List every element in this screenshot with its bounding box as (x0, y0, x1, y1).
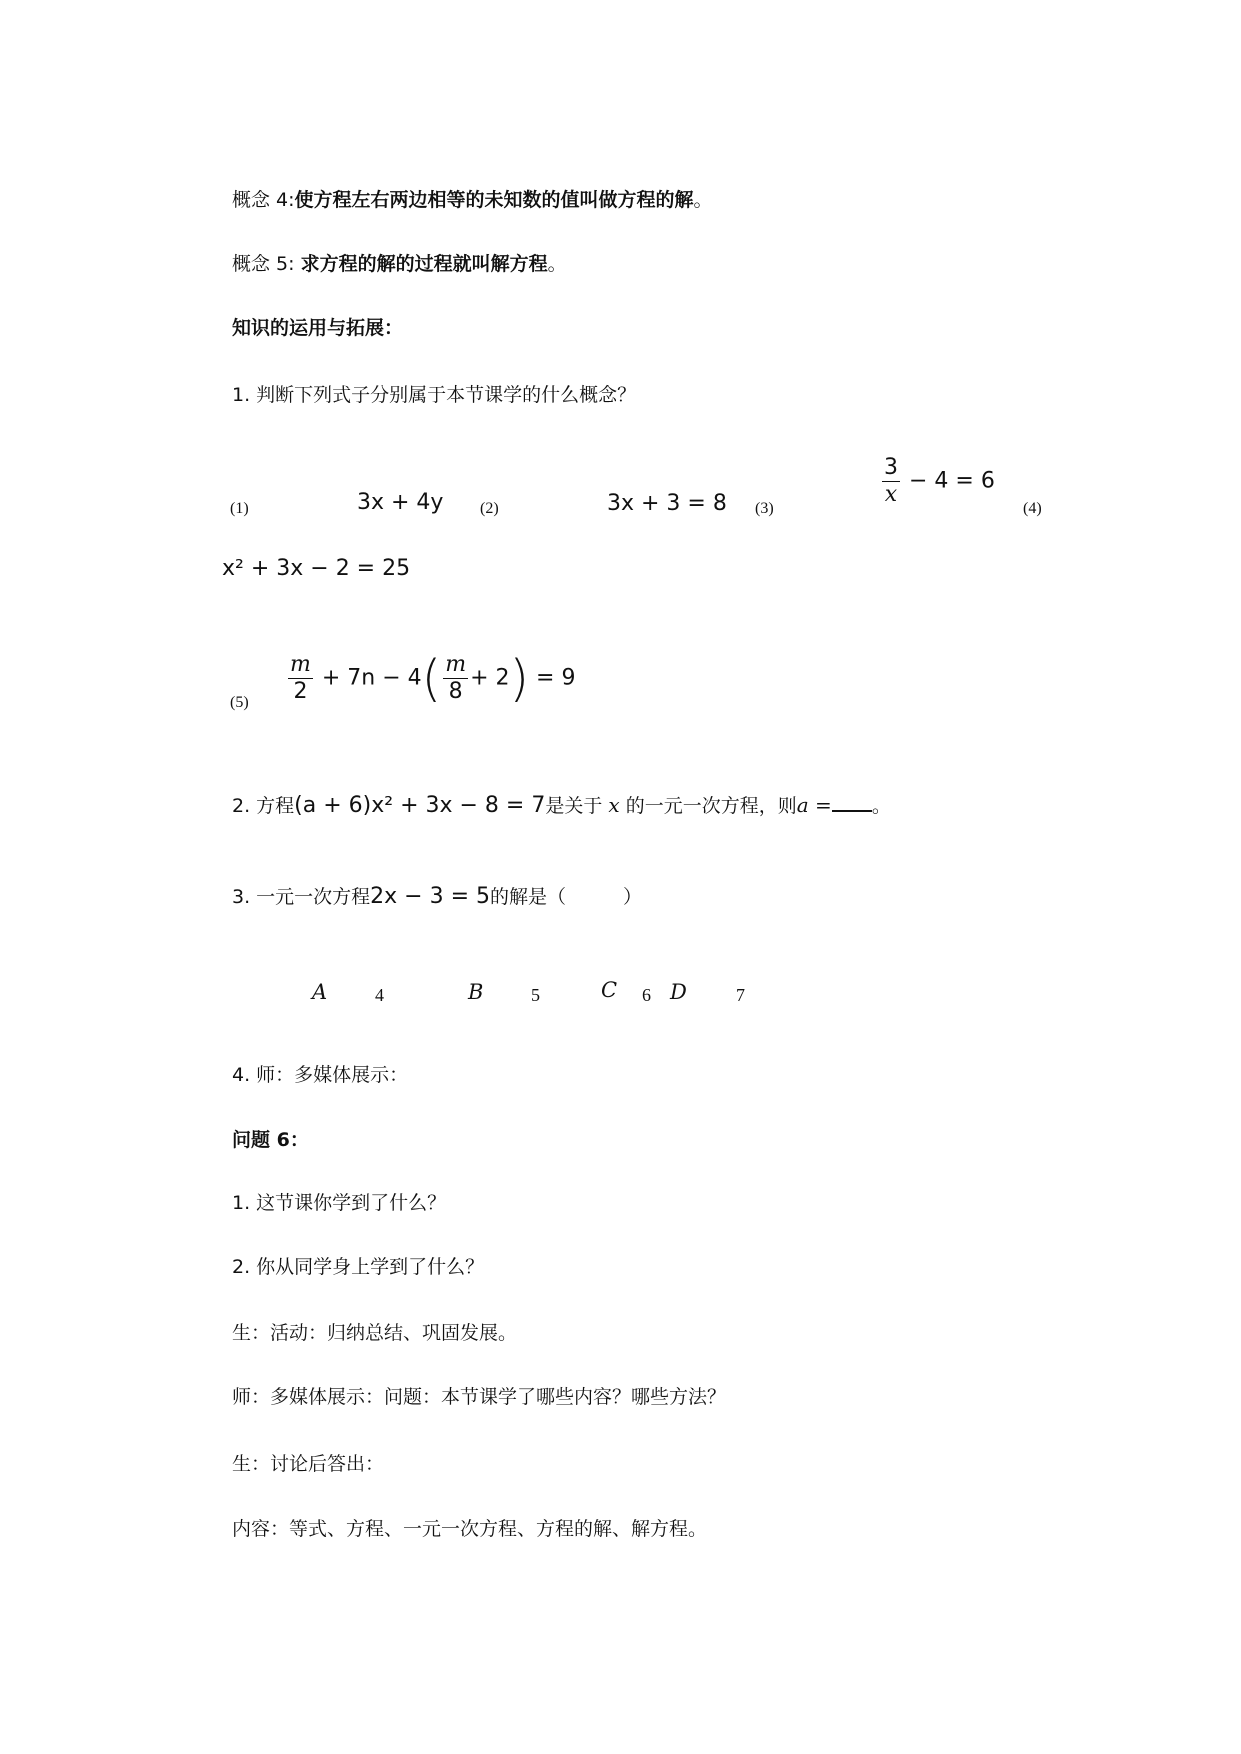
concept-5-label: 概念 5: (232, 253, 301, 275)
line-teacher-question: 师：多媒体展示：问题：本节课学了哪些内容？哪些方法？ (232, 1386, 727, 1408)
q1-label-5: (5) (230, 694, 249, 711)
option-c-letter: C (601, 978, 618, 1002)
option-d-value: 7 (736, 985, 745, 1005)
q1-expr-1: 3x + 4y (357, 490, 444, 515)
option-d-letter: D (670, 980, 687, 1004)
option-a-value: 4 (375, 985, 384, 1005)
line-student-answer: 生：讨论后答出： (232, 1453, 385, 1475)
q6-item-2: 2. 你从同学身上学到了什么？ (232, 1256, 485, 1278)
q1-expr-4: x² + 3x − 2 = 25 (222, 556, 411, 581)
q1-label-1: (1) (230, 500, 249, 517)
q6-item-1: 1. 这节课你学到了什么？ (232, 1192, 447, 1214)
q1-expr-5-a-numerator: m (290, 652, 311, 677)
q2-equation: (a + 6)x² + 3x − 8 = 7 (294, 793, 546, 818)
q1-expr-5-b-denominator: 8 (448, 679, 463, 704)
q2-end: 。 (871, 795, 891, 817)
left-paren: ( (421, 649, 442, 708)
q1-expr-5-b-numerator: m (445, 652, 467, 677)
option-c-value: 6 (642, 985, 651, 1005)
q4: 4. 师：多媒体展示： (232, 1064, 409, 1086)
q2-middle: 是关于 (545, 795, 603, 817)
q1-expr-3 (880, 455, 995, 508)
q1-expr-5-b-rest: + 2 (470, 665, 510, 691)
q1-expr-5-end: = 9 (536, 665, 576, 691)
option-b-letter: B (468, 980, 484, 1004)
q1-expr-5-fraction-b (443, 652, 468, 705)
q1-expr-5 (286, 649, 576, 708)
q1-label-4: (4) (1023, 500, 1042, 517)
concept-4-text: 使方程左右两边相等的未知数的值叫做方程的解 (294, 189, 694, 211)
concept-5-text: 求方程的解的过程就叫解方程 (300, 253, 548, 275)
q1-expr-3-numerator: 3 (884, 455, 898, 480)
q1-label-2: (2) (480, 500, 499, 517)
question-6-heading: 问题 6： (232, 1129, 309, 1151)
option-b-value: 5 (531, 985, 540, 1005)
q1-prompt: 1. 判断下列式子分别属于本节课学的什么概念？ (232, 384, 637, 406)
line-student-activity: 生：活动：归纳总结、巩固发展。 (232, 1322, 518, 1344)
concept-4-label: 概念 4: (232, 189, 295, 211)
option-a-letter: A (312, 980, 328, 1004)
q1-expr-5-a-denominator: 2 (293, 679, 308, 704)
section-heading: 知识的运用与拓展： (232, 317, 404, 339)
q1-expr-2: 3x + 3 = 8 (607, 491, 727, 516)
q3 (232, 885, 642, 909)
q2 (232, 792, 891, 818)
q1-label-3: (3) (755, 500, 774, 517)
concept-4-end: 。 (693, 189, 713, 211)
right-paren: ) (509, 649, 530, 708)
q3-equation: 2x − 3 = 5 (370, 884, 491, 909)
concept-4 (232, 188, 713, 212)
q2-suffix: 的一元一次方程，则 (625, 795, 797, 817)
q1-expr-5-mid: + 7n − 4 (321, 665, 422, 691)
q2-prefix: 2. 方程 (232, 795, 295, 817)
q2-variable: x (608, 793, 620, 817)
answer-blank[interactable] (832, 792, 872, 812)
q3-prefix: 3. 一元一次方程 (232, 886, 371, 908)
q3-suffix: 的解是（ ） (490, 886, 643, 908)
q1-expr-3-fraction (882, 455, 900, 508)
q1-expr-3-denominator: x (884, 482, 898, 507)
q2-answer-var: a = (796, 793, 832, 817)
concept-5 (232, 252, 567, 276)
q1-expr-3-rest: − 4 = 6 (909, 468, 995, 494)
q1-expr-5-fraction-a (288, 652, 313, 705)
line-content: 内容：等式、方程、一元一次方程、方程的解、解方程。 (232, 1518, 708, 1540)
concept-5-end: 。 (547, 253, 567, 275)
